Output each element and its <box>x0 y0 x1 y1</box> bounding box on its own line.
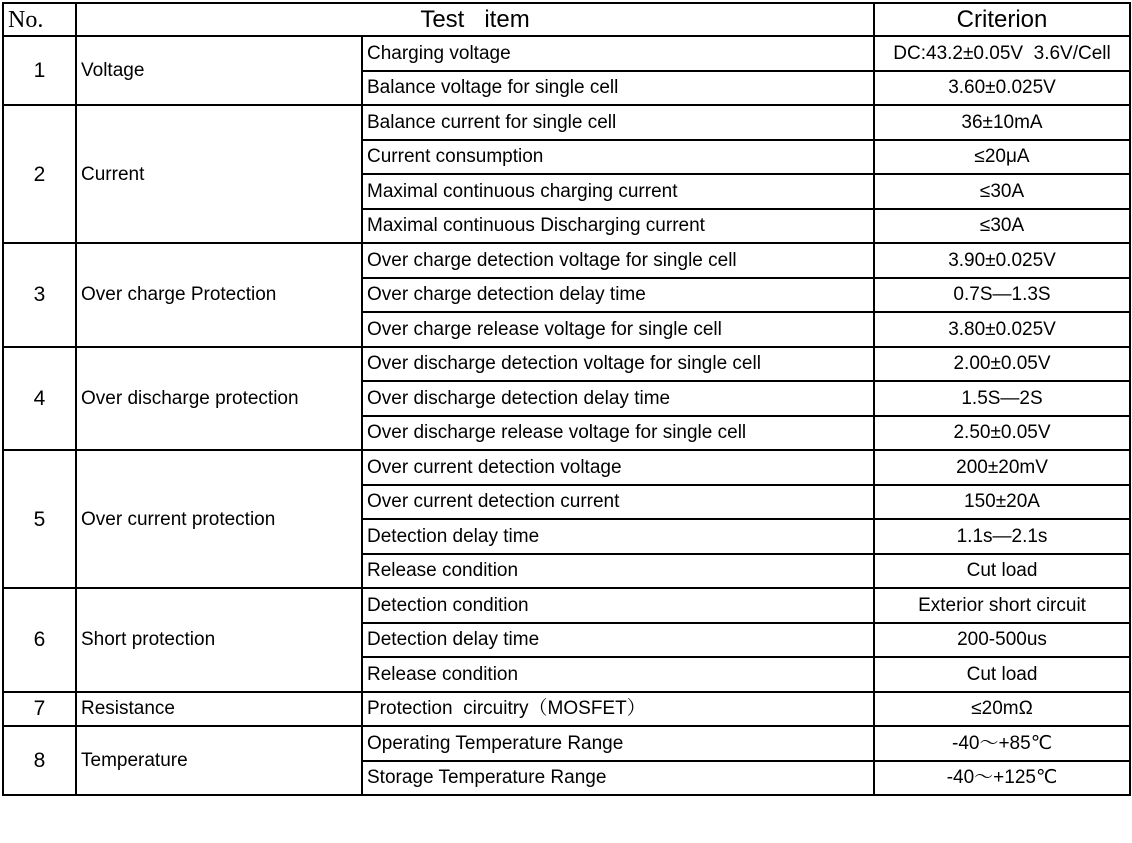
criterion-value: 3.90±0.025V <box>874 243 1130 278</box>
test-parameter: Storage Temperature Range <box>362 761 874 796</box>
test-parameter: Over charge detection delay time <box>362 278 874 313</box>
test-parameter: Over discharge detection voltage for single cell <box>362 347 874 382</box>
criterion-value: 3.80±0.025V <box>874 312 1130 347</box>
criterion-value: Exterior short circuit <box>874 588 1130 623</box>
test-parameter: Over charge release voltage for single cell <box>362 312 874 347</box>
item-number: 1 <box>3 36 76 105</box>
table-row <box>3 36 1130 71</box>
test-parameter: Over charge detection voltage for single cell <box>362 243 874 278</box>
test-parameter: Detection delay time <box>362 519 874 554</box>
test-parameter: Release condition <box>362 554 874 589</box>
criterion-value: 150±20A <box>874 485 1130 520</box>
test-category: Over current protection <box>76 450 362 588</box>
test-parameter: Protection circuitry（MOSFET） <box>362 692 874 727</box>
criterion-value: ≤30A <box>874 174 1130 209</box>
test-parameter: Maximal continuous Discharging current <box>362 209 874 244</box>
test-parameter: Balance current for single cell <box>362 105 874 140</box>
test-parameter: Detection condition <box>362 588 874 623</box>
test-category: Short protection <box>76 588 362 692</box>
table-row <box>3 726 1130 761</box>
criterion-value: 36±10mA <box>874 105 1130 140</box>
criterion-value: 2.00±0.05V <box>874 347 1130 382</box>
test-parameter: Over current detection current <box>362 485 874 520</box>
header-row <box>3 3 1130 36</box>
criterion-value: ≤20μA <box>874 140 1130 175</box>
criterion-value: 0.7S—1.3S <box>874 278 1130 313</box>
test-category: Temperature <box>76 726 362 795</box>
test-parameter: Balance voltage for single cell <box>362 71 874 106</box>
test-parameter: Over discharge detection delay time <box>362 381 874 416</box>
item-number: 5 <box>3 450 76 588</box>
test-parameter: Over current detection voltage <box>362 450 874 485</box>
criterion-value: 3.60±0.025V <box>874 71 1130 106</box>
test-category: Over discharge protection <box>76 347 362 451</box>
spec-table <box>2 2 1131 796</box>
item-number: 2 <box>3 105 76 243</box>
criterion-value: ≤30A <box>874 209 1130 244</box>
header-no: No. <box>3 3 76 36</box>
test-parameter: Operating Temperature Range <box>362 726 874 761</box>
header-test-item: Test item <box>76 3 874 36</box>
test-category: Voltage <box>76 36 362 105</box>
item-number: 4 <box>3 347 76 451</box>
table-row <box>3 588 1130 623</box>
test-parameter: Detection delay time <box>362 623 874 658</box>
table-row <box>3 105 1130 140</box>
test-parameter: Release condition <box>362 657 874 692</box>
header-criterion: Criterion <box>874 3 1130 36</box>
item-number: 8 <box>3 726 76 795</box>
test-category: Over charge Protection <box>76 243 362 347</box>
item-number: 6 <box>3 588 76 692</box>
criterion-value: 1.1s—2.1s <box>874 519 1130 554</box>
item-number: 3 <box>3 243 76 347</box>
test-category: Current <box>76 105 362 243</box>
criterion-value: DC:43.2±0.05V 3.6V/Cell <box>874 36 1130 71</box>
criterion-value: 1.5S—2S <box>874 381 1130 416</box>
criterion-value: ≤20mΩ <box>874 692 1130 727</box>
table-row <box>3 243 1130 278</box>
criterion-value: 2.50±0.05V <box>874 416 1130 451</box>
table-row <box>3 450 1130 485</box>
criterion-value: -40～+85℃ <box>874 726 1130 761</box>
table-row <box>3 692 1130 727</box>
test-parameter: Current consumption <box>362 140 874 175</box>
criterion-value: Cut load <box>874 657 1130 692</box>
test-parameter: Over discharge release voltage for single cell <box>362 416 874 451</box>
criterion-value: -40～+125℃ <box>874 761 1130 796</box>
item-number: 7 <box>3 692 76 727</box>
criterion-value: Cut load <box>874 554 1130 589</box>
test-parameter: Maximal continuous charging current <box>362 174 874 209</box>
criterion-value: 200±20mV <box>874 450 1130 485</box>
spec-body <box>3 36 1130 795</box>
criterion-value: 200-500us <box>874 623 1130 658</box>
test-parameter: Charging voltage <box>362 36 874 71</box>
table-row <box>3 347 1130 382</box>
test-category: Resistance <box>76 692 362 727</box>
